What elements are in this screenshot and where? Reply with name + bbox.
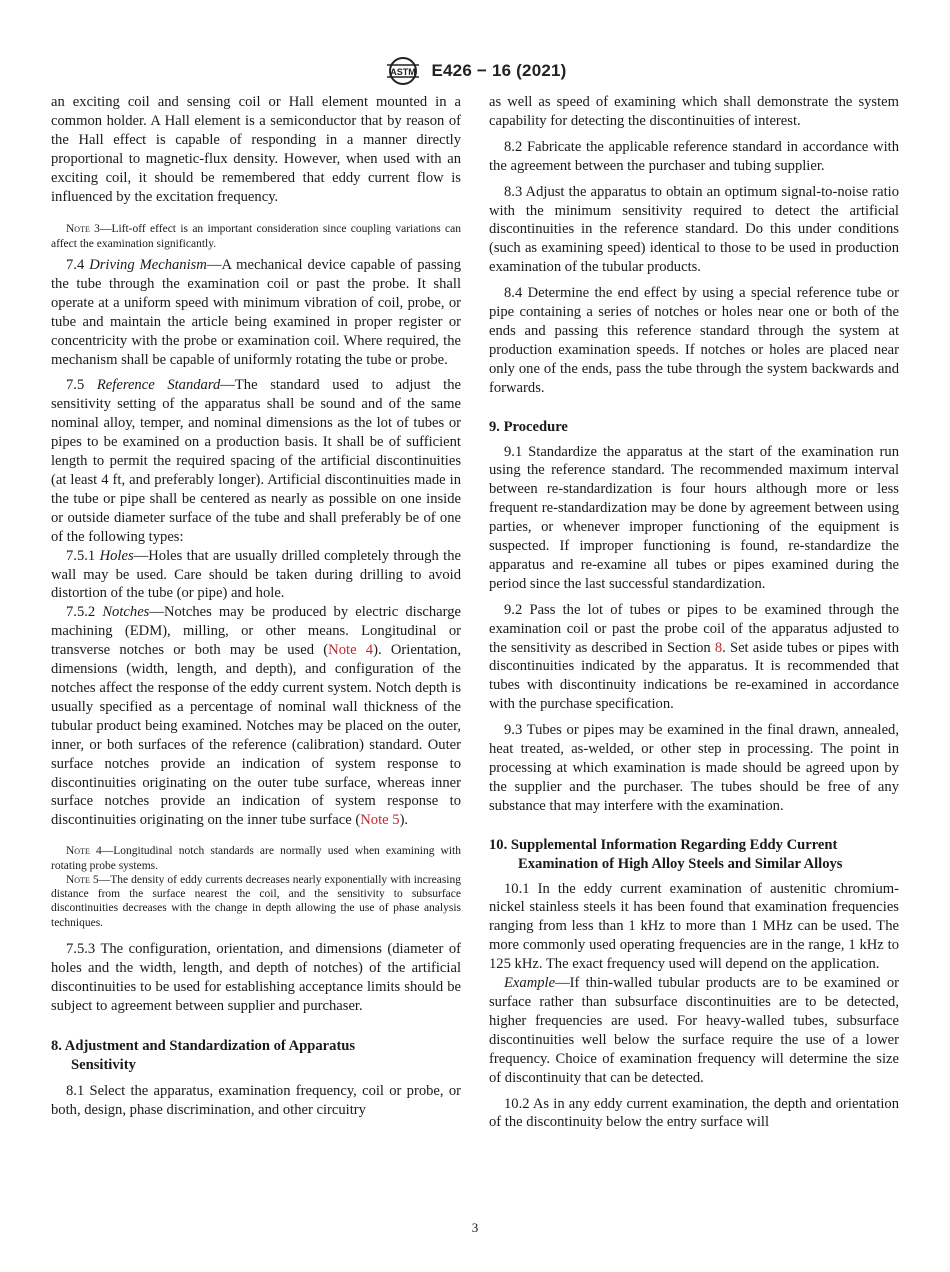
section-7-5: 7.5 Reference Standard—The standard used to adjust the sensitivity setting of the apparatus shall be sound and of the same nominal alloy, temper, and nominal dimensions as the lot of tubes or pipes to be examined on a production basis. It shall be of sufficient length to permit the required spacing of the artificial discontinuities (at least 4 ft, and preferably longer). Artificial discontinuities made in the tube or pipe shall be centered as nearly as possible on one inside or outside diameter surface of the tube and shall preferably be of one of the following types: [51,377,461,545]
section-8-link[interactable]: 8 [714,639,723,656]
section-7-4: 7.4 Driving Mechanism—A mechanical device capable of passing the tube through the examination coil or past the probe. It shall operate at a uniform speed with minimum vibration of coil, probe, or tube and maintain the article being examined in proper register or concentricity with the probe or examination coil. Where required, the mechanism shall be capable of uniformly rotating the tube or probe. [51,257,461,368]
section-9-2: 9.2 Pass the lot of tubes or pipes to be examined through the examination coil or past the probe coil of the apparatus adjusted to the sensitivity as described in Section 8. Set aside tubes or pipes with discontinuities indicated by the apparatus. It is recommended that tubes with discontinuity indications be re-examined in accordance with the purchase specification. [489,601,900,713]
section-9-heading: 9. Procedure [489,418,568,435]
section-7-5-1: 7.5.1 Holes—Holes that are usually drilled completely through the wall may be used. Care should be taken during drilling to avoid distortion of the tube (or pipe) and hole. [51,547,461,602]
right-column [489,93,899,1132]
section-10-heading: 10. Supplemental Information Regarding Eddy Current Examination of High Alloy Steels and Similar Alloys [489,836,843,872]
section-8-heading: 8. Adjustment and Standardization of Apparatus Sensitivity [51,1037,356,1073]
svg-text:ASTM: ASTM [390,67,417,77]
section-8-4: 8.4 Determine the end effect by using a special reference tube or pipe containing a series of notches or holes near one or both of the ends and passing this reference standard through the system at production examination speeds. If notches or holes are placed near only one of the ends, pass the tube through the system backwards and forwards. [489,285,899,396]
document-designation: E426 − 16 (2021) [431,61,567,80]
example-paragraph: Example—If thin-walled tubular products are to be examined or surface rather than subsurface discontinuities are to be detected, higher frequencies are used. For heavy-walled tubes, subsurface discontinuities well below the surface require the use of a lower frequency. Choice of examination frequency will determine the size of discontinuity that can be detected. [489,975,899,1086]
astm-logo-icon [383,56,423,86]
note-4: Note 4—Longitudinal notch standards are normally used when examining with rotating probe systems. [51,845,461,872]
section-10-1: 10.1 In the eddy current examination of austenitic chromium-nickel stainless steels it has been found that examination frequencies ranging from less than 1 kHz to more than 1 MHz can be used. The more commonly used operating frequencies are in the range, 1 kHz to 125 kHz. The exact frequency used will depend on the application. [489,880,899,973]
section-7-5-2: 7.5.2 Notches—Notches may be produced by electric discharge machining (EDM), milling, or other means. Longitudinal or transverse notches or both may be used (Note 4). Orientation, dimensions (width, length, and depth), and configuration of the notches affect the response of the eddy current system. Notch depth is usually specified as a percentage of nominal wall thickness of the tubular product being examined. Notches may be placed on the outer, inner, or both surfaces of the reference (calibration) standard. Outer surface notches provide an indication of system response to discontinuities originating on the outer tube surface, whereas inner surface notches provide an indication of system response to discontinuities originating on the inner tube surface (Note 5). [51,604,461,829]
section-8-1: 8.1 Select the apparatus, examination frequency, coil or probe, or both, design, phase discrimination, and other circuitry [51,1083,461,1119]
section-8-3: 8.3 Adjust the apparatus to obtain an optimum signal-to-noise ratio with the minimum sensitivity required to detect the artificial discontinuities in the reference standard. Do this under conditions (such as examining speed) identical to those to be used in production examination of the tubular products. [489,183,899,276]
section-10-2: 10.2 As in any eddy current examination, the depth and orientation of the discontinuity below the entry surface will [489,1095,899,1131]
section-9-1: 9.1 Standardize the apparatus at the start of the examination run using the reference standard. The recommended maximum interval between re-standardization is four hours although more or less frequent re-standardization may be done by agreement between using parties, or whenever improper functioning of the equipment is suspected. If improper functioning is found, re-standardize the apparatus and re-examine all tubes or pipes examined during the period since the last successful standardization. [489,443,899,592]
section-8-2: 8.2 Fabricate the applicable reference standard in accordance with the agreement between the purchaser and tubing supplier. [489,138,899,174]
paragraph-hall-element: an exciting coil and sensing coil or Hall element mounted in a common holder. A Hall element is a semiconductor that by reason of the Hall effect is capable of responding in a manner directly proportional to magnetic-flux density. However, when used with an exciting coil, it should be remembered that eddy current flow is influenced by the excitation frequency. [51,94,461,205]
left-column [51,93,461,1120]
page-number: 3 [471,1220,479,1235]
page-header [0,56,950,86]
note-4-link[interactable]: Note 4 [328,642,374,659]
section-7-5-3: 7.5.3 The configuration, orientation, and dimensions (diameter of holes and the width, length, and depth of notches) of the artificial discontinuities to be used for establishing acceptance limits should be subject to agreement between supplier and purchaser. [51,941,461,1014]
note-5: Note 5—The density of eddy currents decreases nearly exponentially with increasing distance from the surface nearest the coil, and the sensitivity to subsurface discontinuities decreases with the change in depth allowing the use of phase analysis techniques. [51,873,461,929]
note-3: Note 3—Lift-off effect is an important consideration since coupling variations can affect the examination significantly. [51,223,461,250]
paragraph-continuation: as well as speed of examining which shall demonstrate the system capability for detecting the discontinuities of interest. [489,94,899,129]
note-5-link[interactable]: Note 5 [360,812,400,829]
section-9-3: 9.3 Tubes or pipes may be examined in the final drawn, annealed, heat treated, as-welded, or other step in processing. The point in processing at which examination is made should be agreed upon by the supplier and the purchaser. The tubes should be free of any substance that may interfere with the examination. [489,722,899,814]
